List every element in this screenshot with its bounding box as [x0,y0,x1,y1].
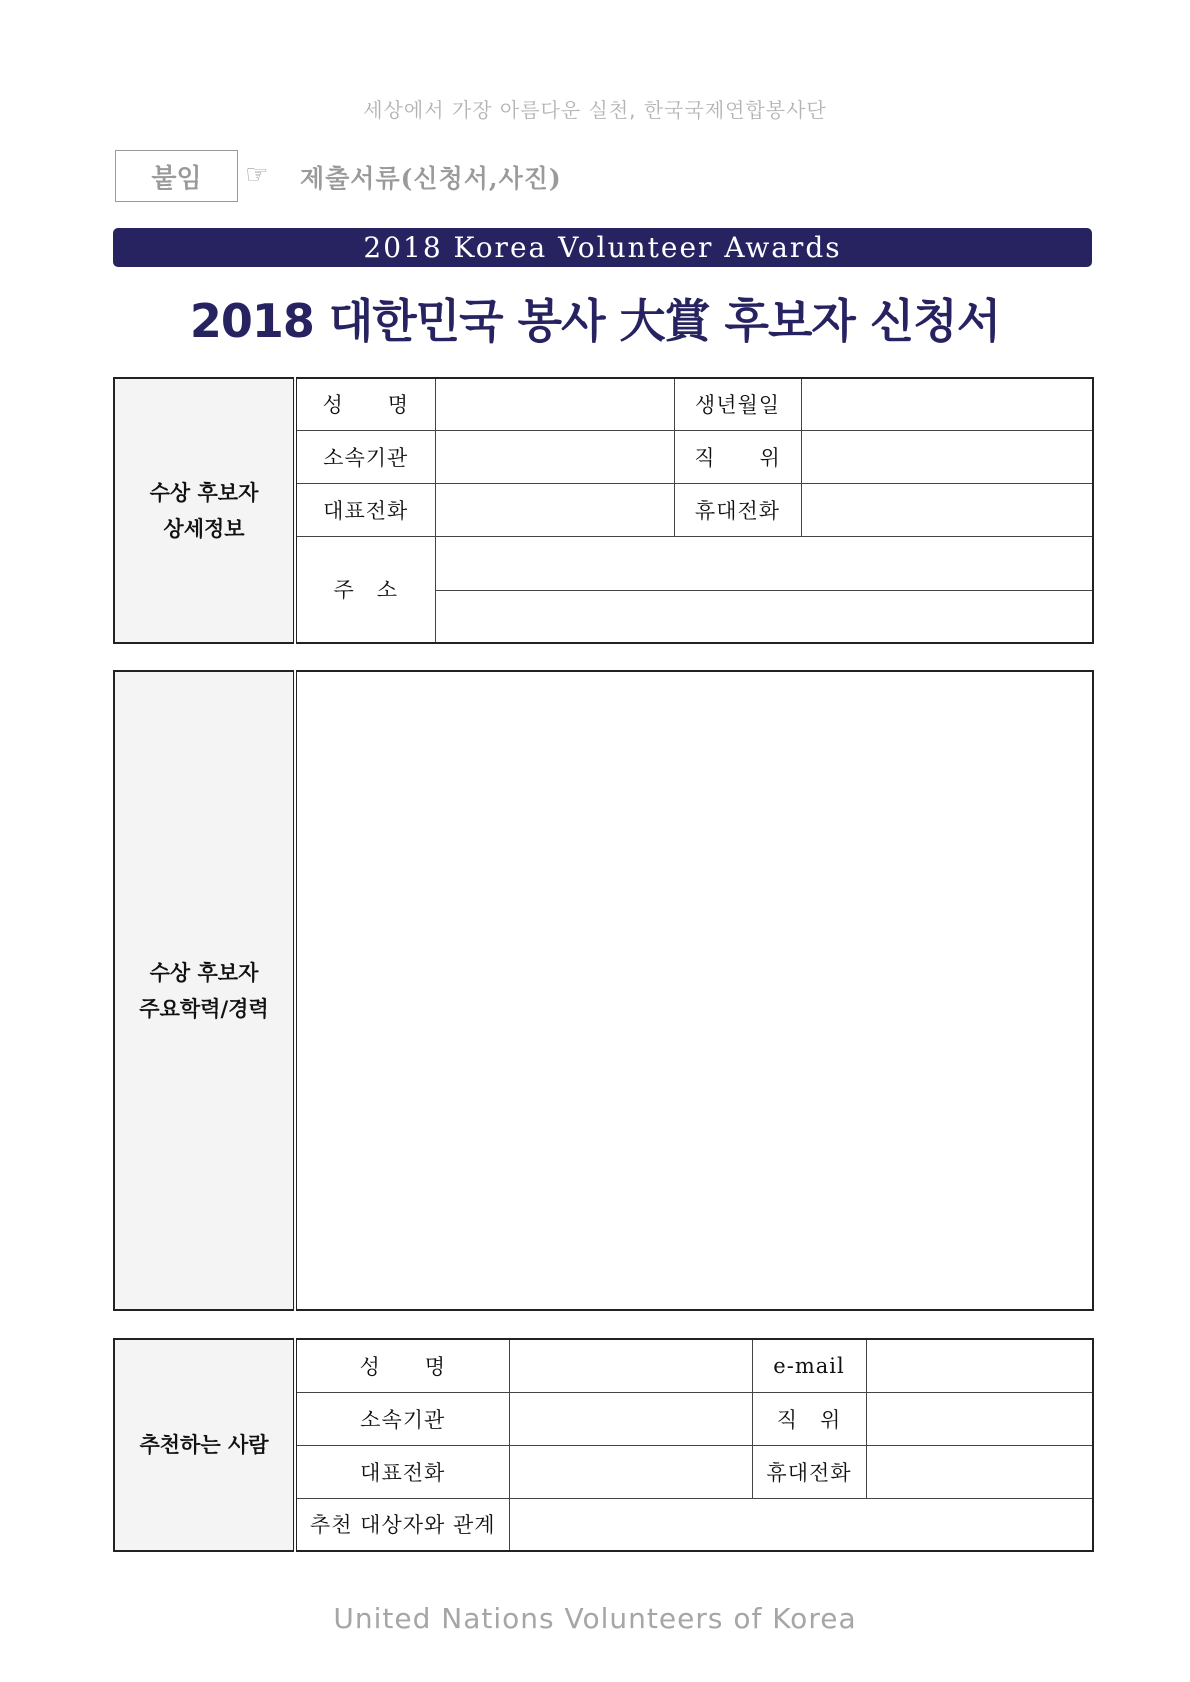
recommender-mobile-field[interactable] [866,1445,1093,1498]
recommender-name-label: 성 명 [295,1339,509,1392]
recommender-mobile-label: 휴대전화 [752,1445,866,1498]
attachment-label: 붙임 [115,150,238,202]
candidate-address-field-1[interactable] [435,536,1093,590]
name-label: 성 명 [295,378,435,430]
candidate-info-table [113,377,1094,644]
candidate-mobile-field[interactable] [801,483,1093,536]
recommender-position-label: 직 위 [752,1392,866,1445]
footer-text: United Nations Volunteers of Korea [333,1602,857,1635]
attachment-title: 제출서류(신청서,사진) [300,164,562,193]
career-field[interactable] [295,671,1093,1310]
candidate-info-section [114,378,295,643]
recommender-position-field[interactable] [866,1392,1093,1445]
recommender-section: 추천하는 사람 [114,1339,295,1551]
phone-label: 대표전화 [295,483,435,536]
awards-banner: 2018 Korea Volunteer Awards [113,228,1092,267]
page-title: 2018 대한민국 봉사 大賞 후보자 신청서 [189,294,1001,348]
candidate-address-field-2[interactable] [435,590,1093,643]
career-section-line2: 주요학력/경력 [139,995,269,1021]
candidate-info-section-line2: 상세정보 [163,515,245,541]
candidate-organization-field[interactable] [435,430,674,483]
email-label: e-mail [752,1339,866,1392]
relation-label: 추천 대상자와 관계 [295,1498,509,1551]
candidate-birth-date-field[interactable] [801,378,1093,430]
career-section-line1: 수상 후보자 [149,959,259,985]
candidate-name-field[interactable] [435,378,674,430]
birth-date-label: 생년월일 [674,378,801,430]
slogan: 세상에서 가장 아름다운 실천, 한국국제연합봉사단 [363,98,827,122]
recommender-email-field[interactable] [866,1339,1093,1392]
candidate-info-section-line1: 수상 후보자 [149,479,259,505]
career-table [113,670,1094,1311]
candidate-position-field[interactable] [801,430,1093,483]
mobile-label: 휴대전화 [674,483,801,536]
recommender-phone-label: 대표전화 [295,1445,509,1498]
address-label: 주 소 [295,536,435,643]
recommender-phone-field[interactable] [509,1445,752,1498]
candidate-phone-field[interactable] [435,483,674,536]
recommender-name-field[interactable] [509,1339,752,1392]
pointing-hand-icon: ☞ [245,160,269,190]
recommender-organization-label: 소속기관 [295,1392,509,1445]
recommender-table [113,1338,1094,1552]
career-section [114,671,295,1310]
organization-label: 소속기관 [295,430,435,483]
position-label: 직 위 [674,430,801,483]
relation-field[interactable] [509,1498,1093,1551]
recommender-organization-field[interactable] [509,1392,752,1445]
